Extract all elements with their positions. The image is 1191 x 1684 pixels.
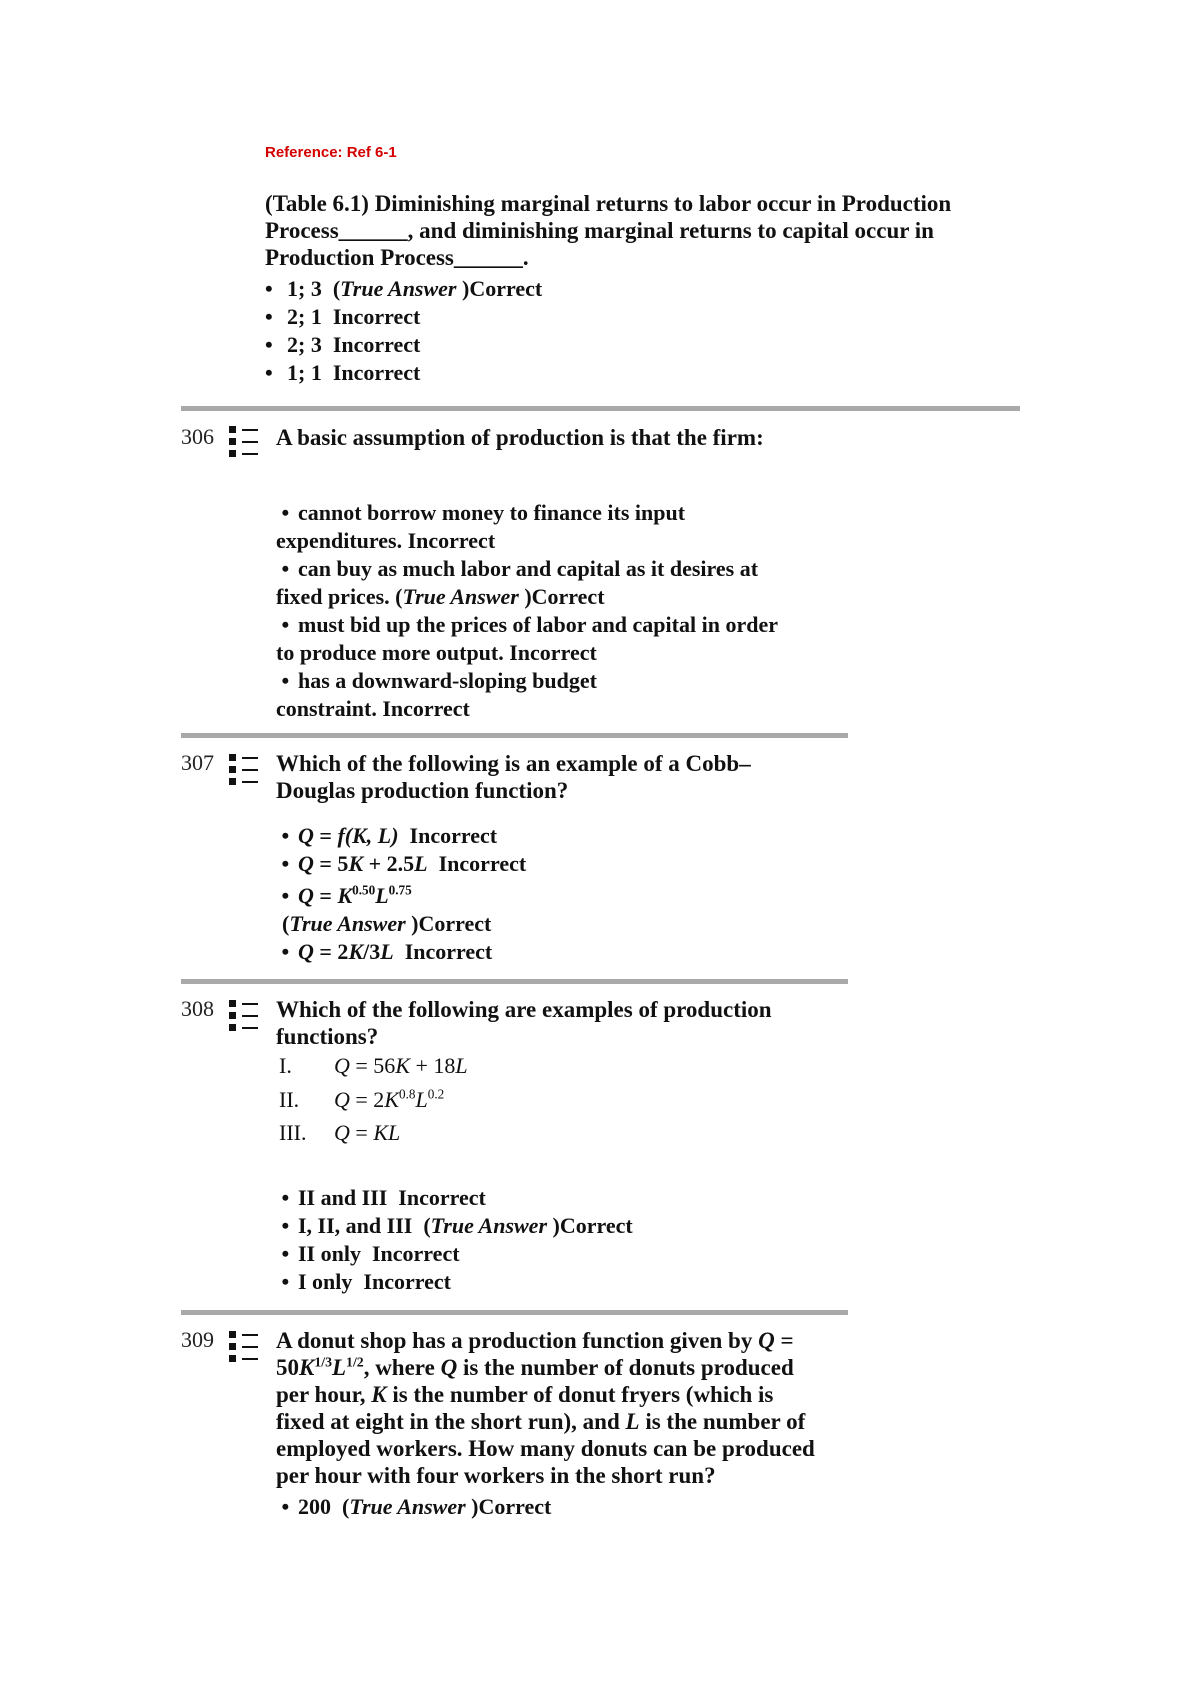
question-number: 309 — [181, 1327, 214, 1352]
divider — [181, 979, 848, 984]
question-text: A donut shop has a production function given by Q = $50K^{1/3}L^{1/2}$, where Q is the number of donuts produced per hour, K is the number of donut fryers (which is fixed at eight in the short run), and L is the number of employed workers. How many donuts can be produced per hour with four workers in the short run? — [276, 1327, 876, 1489]
bullet-icon: • — [276, 939, 290, 964]
question-308-answers — [276, 1184, 876, 1296]
answer-option: • I, II, and III (True Answer )Correct — [276, 1213, 633, 1238]
answer-option: • Q = 5K + 2.5L Incorrect — [276, 851, 527, 876]
answer-option: • has a downward-sloping budget constraint. Incorrect — [276, 668, 597, 721]
answer-option: • can buy as much labor and capital as it desires at fixed prices. (True Answer )Correct — [276, 556, 759, 609]
bullet-icon: • — [276, 612, 290, 637]
document-page: Reference: Ref 6-1 (Table 6.1) Diminishing marginal returns to labor occur in Production Process______, and diminishing marginal returns to capital occur in Production Process______. • 1; 3 (True Answer )Correct • 2; 1 Incorrect • 2; 3 Incorrect • 1; 1 Incorrect 306 A basic assumption of production is that the firm: • cannot borrow money to finance its input expenditures. Incorrect • can buy as much labor and capital as it desires at fixed prices. (True Answer )Correct • must bid up the prices of labor and capital in order to produce more output. Incorrect • has a downward-sloping budget constraint. Incorrect 307 Which of the following is an example of a Cobb– Douglas production function? • Q = f(K, L) Incorrect • Q = 5K + 2.5L Incorrect • $Q = K^{0.50}L^{0.75}$ (True Answer )Correct • Q = 2K/3L Incorrect 308 Which of the following are examples of production functions? I. Q = 56K + 18L II. $Q = 2K^{0.8}L^{0.2}$ III. Q = KL • II and III Incorrect • I, II, and III (True Answer )Correct • II only Incorrect • I only Incorrect 309 A donut shop has a production function given by Q = $50K^{1/3}L^{1/2}$, where Q is the number of donuts produced per hour, K is the number of donut fryers (which is fixed at eight in the short run), and L is the number of employed workers. How many donuts can be produced per hour with four workers in the short run? • 200 (True Answer )Correct — [0, 0, 1191, 1684]
answer-option: • 1; 3 (True Answer )Correct — [265, 276, 543, 301]
bullet-icon: • — [276, 1213, 290, 1238]
question-line: per hour, K is the number of donut fryers (which is — [276, 1382, 774, 1407]
bullet-icon: • — [276, 1269, 290, 1294]
answer-option: • 2; 1 Incorrect — [265, 304, 421, 329]
answer-option: • must bid up the prices of labor and capital in order to produce more output. Incorrect — [276, 612, 778, 665]
question-number: 308 — [181, 996, 214, 1021]
list-icon — [227, 1329, 261, 1369]
answer-option: • Q = f(K, L) Incorrect — [276, 823, 498, 848]
bullet-icon: • — [265, 276, 273, 301]
question-text: A basic assumption of production is that the firm: — [276, 425, 764, 450]
answer-option: • 2; 3 Incorrect — [265, 332, 421, 357]
answer-option: • cannot borrow money to finance its input expenditures. Incorrect — [276, 500, 686, 553]
question-text: (Table 6.1) Diminishing marginal returns to labor occur in Production Process______, and diminishing marginal returns to capital occur in Production Process______. — [265, 191, 952, 270]
answer-option: • II and III Incorrect — [276, 1185, 486, 1210]
bullet-icon: • — [265, 304, 273, 329]
question-308 — [276, 996, 876, 1050]
list-icon — [227, 424, 261, 464]
list-icon — [227, 752, 261, 792]
list-icon — [227, 998, 261, 1038]
answer-option: • 200 (True Answer )Correct — [276, 1494, 552, 1519]
bullet-icon: • — [276, 1241, 290, 1266]
question-line: fixed at eight in the short run), and L is the number of — [276, 1409, 806, 1434]
question-306 — [276, 424, 876, 723]
bullet-icon: • — [276, 556, 290, 581]
bullet-icon: • — [276, 668, 290, 693]
reference-label: Reference: Ref 6-1 — [265, 144, 397, 161]
answer-option: • 1; 1 Incorrect — [265, 360, 421, 385]
divider — [181, 733, 848, 738]
bullet-icon: • — [276, 1185, 290, 1210]
question-line: A donut shop has a production function given by Q = — [276, 1328, 794, 1353]
question-305 — [265, 190, 1065, 387]
bullet-icon: • — [276, 851, 290, 876]
bullet-icon: • — [265, 360, 273, 385]
question-number: 307 — [181, 750, 214, 775]
answer-option: • Q = 2K/3L Incorrect — [276, 939, 493, 964]
question-text: Which of the following is an example of a Cobb– Douglas production function? — [276, 751, 751, 803]
question-text: Which of the following are examples of production functions? — [276, 997, 772, 1049]
answer-option: • II only Incorrect — [276, 1241, 460, 1266]
divider — [181, 1310, 848, 1315]
question-number: 306 — [181, 424, 214, 449]
bullet-icon: • — [276, 1494, 290, 1519]
question-309 — [276, 1327, 876, 1521]
bullet-icon: • — [276, 500, 290, 525]
question-307 — [276, 750, 876, 966]
answer-option: • I only Incorrect — [276, 1269, 451, 1294]
question-line: $50K^{1/3}L^{1/2}$, where Q is the number of donuts produced — [276, 1354, 794, 1380]
bullet-icon: • — [265, 332, 273, 357]
answer-option: • $Q = K^{0.50}L^{0.75}$ — [276, 882, 412, 908]
answer-option-result: (True Answer )Correct — [282, 911, 492, 936]
bullet-icon: • — [276, 883, 290, 908]
divider — [181, 406, 1020, 411]
bullet-icon: • — [276, 823, 290, 848]
